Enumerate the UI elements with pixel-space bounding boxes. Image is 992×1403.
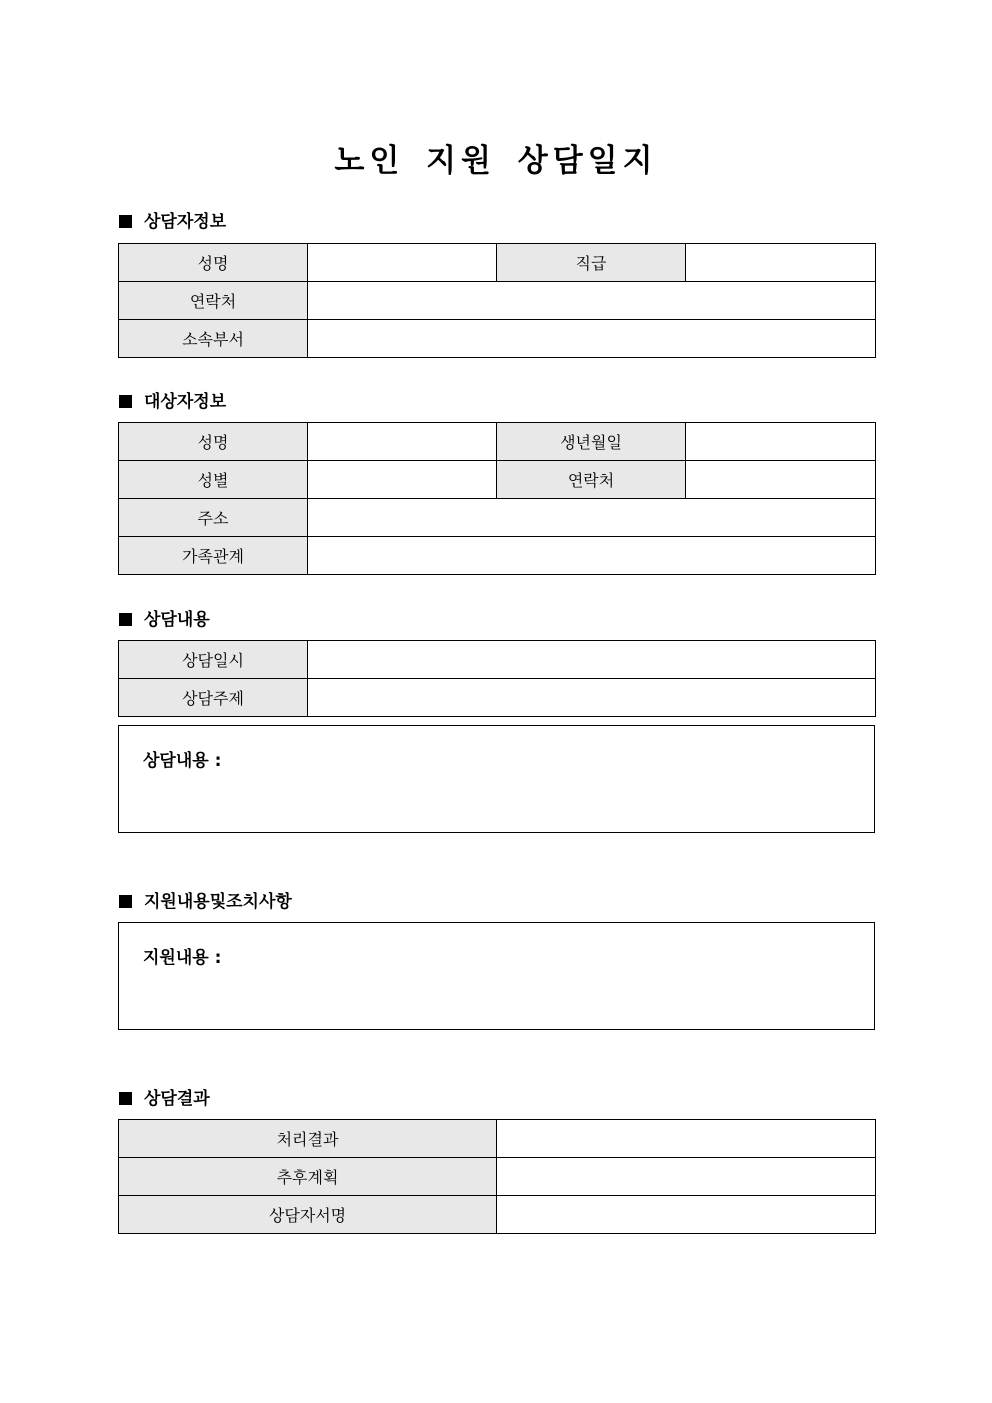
- result-followup-label: 추후계획: [119, 1158, 497, 1196]
- section-heading-counselor: [119, 211, 226, 233]
- client-address-label: 주소: [119, 499, 308, 537]
- counselor-name-label: 성명: [119, 244, 308, 282]
- table-row: [119, 1196, 876, 1234]
- result-signature-label: 상담자서명: [119, 1196, 497, 1234]
- result-info-table: [118, 1119, 876, 1234]
- client-family-label: 가족관계: [119, 537, 308, 575]
- client-gender-label: 성별: [119, 461, 308, 499]
- section-heading-result: [119, 1088, 210, 1110]
- section-heading-label: 지원내용및조치사항: [144, 892, 292, 912]
- client-birth-field[interactable]: [686, 423, 876, 461]
- counselor-contact-field[interactable]: [308, 282, 876, 320]
- counselor-position-label: 직급: [497, 244, 686, 282]
- result-signature-field[interactable]: [497, 1196, 876, 1234]
- counselor-department-field[interactable]: [308, 320, 876, 358]
- table-row: [119, 461, 876, 499]
- table-row: [119, 244, 876, 282]
- section-heading-label: 상담내용: [144, 610, 210, 630]
- content-topic-label: 상담주제: [119, 679, 308, 717]
- counselor-department-label: 소속부서: [119, 320, 308, 358]
- support-box-label: 지원내용 :: [143, 948, 222, 968]
- counselor-name-field[interactable]: [308, 244, 497, 282]
- table-row: [119, 1158, 876, 1196]
- client-contact-label: 연락처: [497, 461, 686, 499]
- content-datetime-field[interactable]: [308, 641, 876, 679]
- square-bullet-icon: [119, 215, 132, 228]
- client-info-table: [118, 422, 876, 575]
- client-birth-label: 생년월일: [497, 423, 686, 461]
- section-heading-label: 상담자정보: [144, 212, 227, 232]
- result-outcome-label: 처리결과: [119, 1120, 497, 1158]
- section-heading-support: [119, 891, 292, 913]
- square-bullet-icon: [119, 1092, 132, 1105]
- square-bullet-icon: [119, 613, 132, 626]
- content-topic-field[interactable]: [308, 679, 876, 717]
- table-row: [119, 1120, 876, 1158]
- section-heading-label: 대상자정보: [144, 392, 227, 412]
- table-row: [119, 282, 876, 320]
- table-row: [119, 499, 876, 537]
- content-info-table: [118, 640, 876, 717]
- counselor-contact-label: 연락처: [119, 282, 308, 320]
- client-name-label: 성명: [119, 423, 308, 461]
- section-heading-client: [119, 391, 226, 413]
- table-row: [119, 423, 876, 461]
- section-heading-content: [119, 609, 210, 631]
- content-datetime-label: 상담일시: [119, 641, 308, 679]
- content-textarea[interactable]: [118, 725, 875, 833]
- table-row: [119, 679, 876, 717]
- result-outcome-field[interactable]: [497, 1120, 876, 1158]
- support-textarea[interactable]: [118, 922, 875, 1030]
- table-row: [119, 537, 876, 575]
- square-bullet-icon: [119, 895, 132, 908]
- table-row: [119, 641, 876, 679]
- result-followup-field[interactable]: [497, 1158, 876, 1196]
- page-title: 노인 지원 상담일지: [334, 143, 658, 179]
- client-name-field[interactable]: [308, 423, 497, 461]
- content-box-label: 상담내용 :: [143, 751, 222, 771]
- client-gender-field[interactable]: [308, 461, 497, 499]
- table-row: [119, 320, 876, 358]
- section-heading-label: 상담결과: [144, 1089, 210, 1109]
- client-address-field[interactable]: [308, 499, 876, 537]
- client-family-field[interactable]: [308, 537, 876, 575]
- counselor-info-table: [118, 243, 876, 358]
- counselor-position-field[interactable]: [686, 244, 876, 282]
- square-bullet-icon: [119, 395, 132, 408]
- client-contact-field[interactable]: [686, 461, 876, 499]
